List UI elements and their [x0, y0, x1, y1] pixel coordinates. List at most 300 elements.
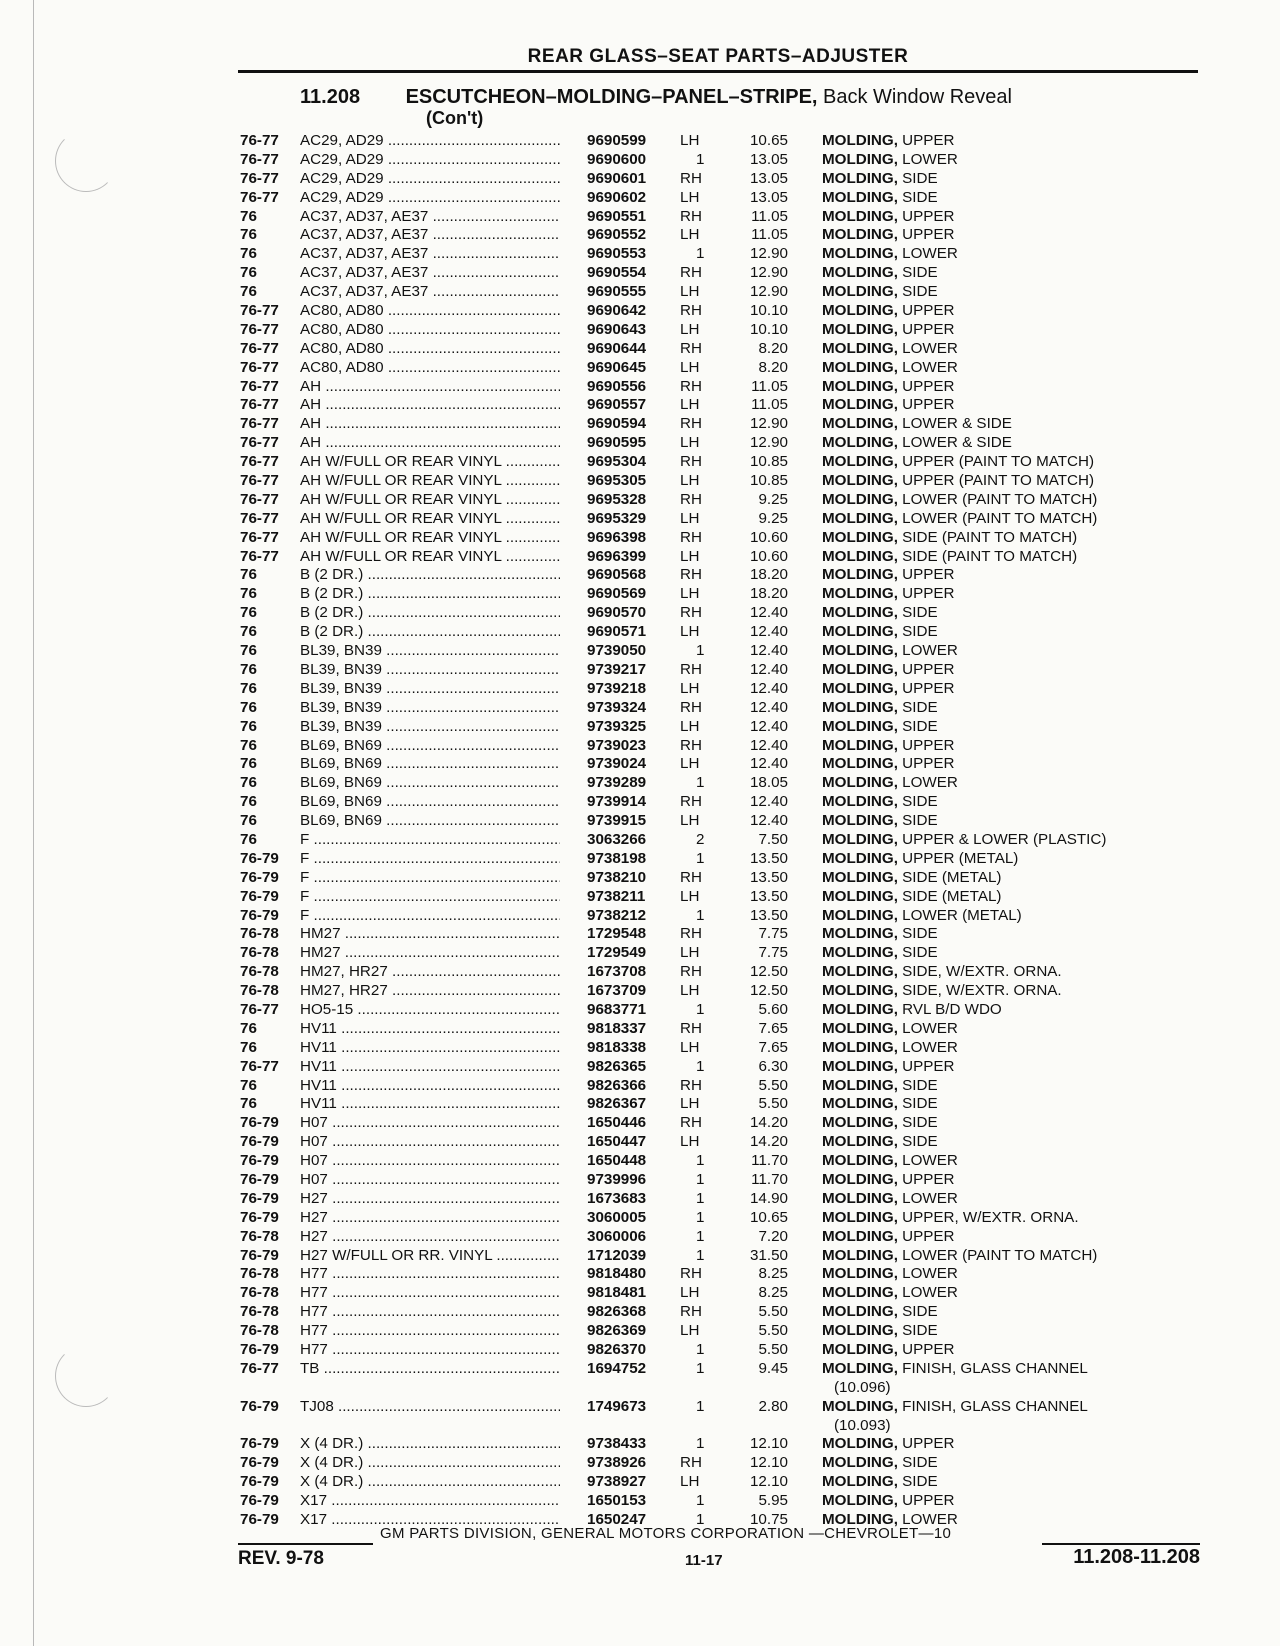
part-description	[822, 208, 1200, 227]
quantity-side: 1	[696, 1246, 705, 1264]
part-number: 9818480	[587, 1265, 647, 1283]
part-number: 9690600	[587, 150, 647, 168]
description-text: UPPER	[902, 1492, 955, 1510]
quantity-side: 1	[696, 642, 705, 660]
description-text: SIDE	[902, 812, 938, 830]
price: 13.50	[749, 849, 788, 867]
description-text: LOWER	[902, 245, 958, 263]
quantity-side: 1	[696, 1057, 705, 1075]
quantity-side: 1	[696, 1227, 705, 1245]
description-keyword: MOLDING,	[822, 906, 898, 924]
description-keyword: MOLDING,	[822, 509, 898, 527]
quantity-side: RH	[680, 377, 702, 395]
table-row	[240, 812, 1200, 831]
part-description	[822, 1209, 1200, 1228]
description-keyword: MOLDING,	[822, 944, 898, 962]
part-description	[822, 1398, 1200, 1436]
model-code: F .....	[300, 869, 560, 888]
header-rule	[238, 70, 1198, 73]
model-year: 76	[240, 736, 257, 754]
table-row	[240, 208, 1200, 227]
quantity-side: 1	[696, 1359, 705, 1377]
part-number: 9826368	[587, 1303, 647, 1321]
quantity-side: 1	[696, 1208, 705, 1226]
quantity-side: LH	[680, 982, 700, 1000]
section-range: 11.208-11.208	[1073, 1546, 1200, 1568]
description-text: UPPER (METAL)	[902, 849, 1019, 867]
description-keyword: MOLDING,	[822, 188, 898, 206]
model-year: 76-77	[240, 547, 279, 565]
quantity-side: 2	[696, 830, 705, 848]
model-year: 76-77	[240, 302, 279, 320]
model-year: 76-79	[240, 849, 279, 867]
model-year: 76	[240, 774, 257, 792]
description-text: SIDE (METAL)	[902, 887, 1002, 905]
model-year: 76	[240, 1095, 257, 1113]
model-code: F .....	[300, 888, 560, 907]
model-code: BL69, BN69 .....	[300, 812, 560, 831]
model-code: F .....	[300, 907, 560, 926]
price: 10.85	[749, 453, 788, 471]
table-row	[240, 283, 1200, 302]
model-code: AH W/FULL OR REAR VINYL .....	[300, 453, 560, 472]
table-row	[240, 1020, 1200, 1039]
price: 7.20	[758, 1227, 788, 1245]
model-code: HM27 .....	[300, 925, 560, 944]
model-year: 76-79	[240, 1492, 279, 1510]
section-subtitle: Back Window Reveal	[823, 86, 1012, 108]
part-number: 3063266	[587, 830, 647, 848]
description-keyword: MOLDING,	[822, 1133, 898, 1151]
model-code: H77 .....	[300, 1265, 560, 1284]
table-row	[240, 944, 1200, 963]
description-text: SIDE	[902, 169, 938, 187]
model-year: 76	[240, 793, 257, 811]
price: 12.90	[749, 245, 788, 263]
table-row	[240, 226, 1200, 245]
part-number: 9818481	[587, 1284, 647, 1302]
description-keyword: MOLDING,	[822, 736, 898, 754]
description-keyword: MOLDING,	[822, 679, 898, 697]
quantity-side: RH	[680, 528, 702, 546]
part-description	[822, 491, 1200, 510]
model-year: 76	[240, 1038, 257, 1056]
table-row	[240, 1095, 1200, 1114]
model-year: 76	[240, 812, 257, 830]
description-text: SIDE	[902, 1454, 938, 1472]
part-number: 9738210	[587, 868, 647, 886]
part-number: 9738927	[587, 1473, 647, 1491]
description-text: SIDE	[902, 188, 938, 206]
part-description	[822, 1492, 1200, 1511]
quantity-side: RH	[680, 264, 702, 282]
table-row	[240, 1322, 1200, 1341]
part-description	[822, 585, 1200, 604]
description-text: UPPER (PAINT TO MATCH)	[902, 453, 1095, 471]
quantity-side: LH	[680, 226, 700, 244]
description-text: SIDE	[902, 604, 938, 622]
model-year: 76-78	[240, 925, 279, 943]
part-description	[822, 944, 1200, 963]
price: 31.50	[749, 1246, 788, 1264]
model-year: 76-77	[240, 528, 279, 546]
description-text: LOWER	[902, 1284, 958, 1302]
model-code: H77 .....	[300, 1341, 560, 1360]
description-keyword: MOLDING,	[822, 887, 898, 905]
price: 12.40	[749, 642, 788, 660]
table-row	[240, 1001, 1200, 1020]
part-number: 9690555	[587, 283, 647, 301]
model-code: AC29, AD29 .....	[300, 189, 560, 208]
description-keyword: MOLDING,	[822, 1189, 898, 1207]
table-row	[240, 623, 1200, 642]
part-description	[822, 472, 1200, 491]
price: 10.85	[749, 472, 788, 490]
description-keyword: MOLDING,	[822, 623, 898, 641]
table-row	[240, 604, 1200, 623]
model-code: BL39, BN39 .....	[300, 680, 560, 699]
price: 5.50	[758, 1341, 788, 1358]
description-text: SIDE	[902, 1095, 938, 1113]
model-code: HM27 .....	[300, 944, 560, 963]
model-year: 76-77	[240, 509, 279, 527]
quantity-side: LH	[680, 434, 700, 452]
model-code: X (4 DR.) .....	[300, 1454, 560, 1473]
price: 11.05	[751, 377, 788, 395]
description-keyword: MOLDING,	[822, 963, 898, 981]
description-keyword: MOLDING,	[822, 1492, 898, 1510]
table-row	[240, 170, 1200, 189]
model-code: F .....	[300, 850, 560, 869]
punch-hole-mark	[55, 1345, 117, 1407]
description-text: SIDE (PAINT TO MATCH)	[902, 528, 1078, 546]
quantity-side: LH	[680, 1322, 700, 1340]
model-code: AH .....	[300, 415, 560, 434]
price: 8.20	[758, 339, 788, 357]
description-text: SIDE	[902, 717, 938, 735]
price: 18.20	[749, 566, 788, 584]
table-row	[240, 755, 1200, 774]
price: 13.50	[749, 906, 788, 924]
description-keyword: MOLDING,	[822, 1473, 898, 1491]
part-number: 9826369	[587, 1322, 647, 1340]
part-description	[822, 661, 1200, 680]
description-keyword: MOLDING,	[822, 1303, 898, 1321]
model-year: 76-79	[240, 887, 279, 905]
model-code: HM27, HR27 .....	[300, 963, 560, 982]
description-text: LOWER	[902, 1511, 958, 1529]
quantity-side: 1	[696, 1397, 705, 1415]
part-description	[822, 1341, 1200, 1360]
price: 7.75	[758, 925, 788, 943]
price: 12.40	[749, 660, 788, 678]
part-number: 9690551	[587, 207, 647, 225]
model-year: 76	[240, 207, 257, 225]
part-number: 9739996	[587, 1170, 647, 1188]
price: 10.60	[749, 547, 788, 565]
description-keyword: MOLDING,	[822, 490, 898, 508]
price: 12.40	[749, 812, 788, 830]
description-keyword: MOLDING,	[822, 1397, 898, 1415]
price: 12.40	[749, 736, 788, 754]
price: 11.05	[751, 396, 788, 414]
description-keyword: MOLDING,	[822, 1095, 898, 1113]
description-text: LOWER	[902, 1189, 958, 1207]
model-code: TJ08 .....	[300, 1398, 560, 1417]
quantity-side: 1	[696, 150, 705, 168]
description-keyword: MOLDING,	[822, 1511, 898, 1529]
part-number: 9818337	[587, 1019, 647, 1037]
part-description	[822, 1284, 1200, 1303]
price: 8.25	[758, 1284, 788, 1302]
description-keyword: MOLDING,	[822, 660, 898, 678]
part-description	[822, 396, 1200, 415]
price: 12.40	[749, 698, 788, 716]
part-number: 9695329	[587, 509, 647, 527]
price: 18.20	[749, 585, 788, 603]
part-number: 9818338	[587, 1038, 647, 1056]
price: 14.90	[749, 1189, 788, 1207]
description-keyword: MOLDING,	[822, 453, 898, 471]
table-row	[240, 396, 1200, 415]
table-row	[240, 774, 1200, 793]
description-keyword: MOLDING,	[822, 377, 898, 395]
table-row	[240, 359, 1200, 378]
model-year: 76	[240, 623, 257, 641]
table-row	[240, 1039, 1200, 1058]
part-description	[822, 1265, 1200, 1284]
model-code: AC80, AD80 .....	[300, 302, 560, 321]
part-number: 9690642	[587, 302, 647, 320]
model-code: HV11 .....	[300, 1095, 560, 1114]
part-number: 9739023	[587, 736, 647, 754]
model-code: H07 .....	[300, 1114, 560, 1133]
description-text: LOWER	[902, 774, 958, 792]
description-keyword: MOLDING,	[822, 1019, 898, 1037]
description-text: UPPER	[902, 396, 955, 414]
price: 12.90	[749, 415, 788, 433]
model-year: 76-77	[240, 377, 279, 395]
model-year: 76-78	[240, 1303, 279, 1321]
model-code: AC37, AD37, AE37 .....	[300, 283, 560, 302]
model-year: 76-77	[240, 150, 279, 168]
description-keyword: MOLDING,	[822, 812, 898, 830]
part-description	[822, 642, 1200, 661]
description-text: UPPER	[902, 566, 955, 584]
table-row	[240, 1133, 1200, 1152]
part-description	[822, 132, 1200, 151]
model-year: 76	[240, 264, 257, 282]
model-code: AC37, AD37, AE37 .....	[300, 208, 560, 227]
part-description	[822, 1303, 1200, 1322]
part-description	[822, 1190, 1200, 1209]
part-number: 9690557	[587, 396, 647, 414]
quantity-side: RH	[680, 1114, 702, 1132]
table-row	[240, 1435, 1200, 1454]
model-year: 76	[240, 585, 257, 603]
description-keyword: MOLDING,	[822, 472, 898, 490]
part-description	[822, 812, 1200, 831]
part-number: 9738926	[587, 1454, 647, 1472]
model-year: 76	[240, 226, 257, 244]
price: 12.40	[749, 755, 788, 773]
model-year: 76	[240, 1019, 257, 1037]
part-number: 9738212	[587, 906, 647, 924]
part-description	[822, 623, 1200, 642]
model-code: AC80, AD80 .....	[300, 340, 560, 359]
quantity-side: LH	[680, 1473, 700, 1491]
description-text: SIDE, W/EXTR. ORNA.	[902, 963, 1062, 981]
part-number: 1650247	[587, 1511, 647, 1529]
part-number: 9739915	[587, 812, 647, 830]
part-description	[822, 1322, 1200, 1341]
part-number: 9690601	[587, 169, 647, 187]
table-row	[240, 1341, 1200, 1360]
model-year: 76-79	[240, 1133, 279, 1151]
quantity-side: LH	[680, 396, 700, 414]
part-number: 9739914	[587, 793, 647, 811]
description-text: SIDE	[902, 1473, 938, 1491]
part-number: 9696399	[587, 547, 647, 565]
quantity-side: RH	[680, 302, 702, 320]
description-keyword: MOLDING,	[822, 339, 898, 357]
model-year: 76-79	[240, 1189, 279, 1207]
model-year: 76	[240, 1076, 257, 1094]
part-description	[822, 1001, 1200, 1020]
model-year: 76-77	[240, 396, 279, 414]
quantity-side: LH	[680, 679, 700, 697]
model-code: B (2 DR.) .....	[300, 566, 560, 585]
description-keyword: MOLDING,	[822, 1265, 898, 1283]
description-keyword: MOLDING,	[822, 642, 898, 660]
part-description	[822, 340, 1200, 359]
price: 11.05	[751, 226, 788, 244]
part-description	[822, 869, 1200, 888]
section-title: ESCUTCHEON–MOLDING–PANEL–STRIPE,	[405, 86, 818, 108]
description-keyword: MOLDING,	[822, 1000, 898, 1018]
quantity-side: LH	[680, 812, 700, 830]
price: 2.80	[758, 1397, 788, 1415]
quantity-side: RH	[680, 566, 702, 584]
model-year: 76	[240, 245, 257, 263]
table-row	[240, 510, 1200, 529]
price: 18.05	[749, 774, 788, 792]
table-row	[240, 963, 1200, 982]
part-number: 9683771	[587, 1000, 647, 1018]
part-description	[822, 699, 1200, 718]
price: 10.10	[749, 302, 788, 320]
quantity-side: 1	[696, 1170, 705, 1188]
part-description	[822, 151, 1200, 170]
quantity-side: 1	[696, 774, 705, 792]
model-code: AC29, AD29 .....	[300, 132, 560, 151]
part-description	[822, 1171, 1200, 1190]
description-text: SIDE (METAL)	[902, 868, 1002, 886]
quantity-side: RH	[680, 793, 702, 811]
description-text: LOWER	[902, 1265, 958, 1283]
part-description	[822, 793, 1200, 812]
model-code: H27 W/FULL OR RR. VINYL .....	[300, 1247, 560, 1266]
part-description	[822, 925, 1200, 944]
model-year: 76-77	[240, 358, 279, 376]
quantity-side: RH	[680, 698, 702, 716]
price: 13.05	[749, 188, 788, 206]
model-year: 76-78	[240, 944, 279, 962]
quantity-side: RH	[680, 604, 702, 622]
part-description	[822, 1039, 1200, 1058]
description-text: UPPER	[902, 679, 955, 697]
table-row	[240, 1492, 1200, 1511]
footer-publisher: GM PARTS DIVISION, GENERAL MOTORS CORPORATION —CHEVROLET—10	[380, 1525, 952, 1542]
table-row	[240, 1284, 1200, 1303]
price: 13.50	[749, 868, 788, 886]
description-text: UPPER	[902, 377, 955, 395]
table-row	[240, 340, 1200, 359]
description-keyword: MOLDING,	[822, 415, 898, 433]
quantity-side: RH	[680, 1076, 702, 1094]
part-number: 9690569	[587, 585, 647, 603]
description-text: LOWER (PAINT TO MATCH)	[902, 1246, 1098, 1264]
table-row	[240, 737, 1200, 756]
price: 8.25	[758, 1265, 788, 1283]
description-text: LOWER	[902, 642, 958, 660]
description-keyword: MOLDING,	[822, 1435, 898, 1453]
price: 13.50	[749, 887, 788, 905]
table-row	[240, 699, 1200, 718]
description-keyword: MOLDING,	[822, 264, 898, 282]
model-code: AC37, AD37, AE37 .....	[300, 245, 560, 264]
description-text: LOWER	[902, 1019, 958, 1037]
description-text: SIDE	[902, 793, 938, 811]
table-row	[240, 1058, 1200, 1077]
table-row	[240, 661, 1200, 680]
model-code: TB .....	[300, 1360, 560, 1379]
description-text: UPPER	[902, 736, 955, 754]
price: 12.90	[749, 283, 788, 301]
table-row	[240, 1303, 1200, 1322]
table-row	[240, 793, 1200, 812]
part-number: 9739024	[587, 755, 647, 773]
description-keyword: MOLDING,	[822, 1454, 898, 1472]
table-row	[240, 888, 1200, 907]
part-number: 9739217	[587, 660, 647, 678]
model-year: 76-78	[240, 963, 279, 981]
table-row	[240, 132, 1200, 151]
page-number: 11-17	[685, 1552, 723, 1569]
description-text: LOWER	[902, 150, 958, 168]
part-description	[822, 453, 1200, 472]
quantity-side: 1	[696, 849, 705, 867]
model-year: 76-77	[240, 434, 279, 452]
part-description	[822, 264, 1200, 283]
part-description	[822, 1133, 1200, 1152]
price: 11.05	[751, 207, 788, 225]
part-description	[822, 566, 1200, 585]
model-code: AC29, AD29 .....	[300, 151, 560, 170]
description-keyword: MOLDING,	[822, 604, 898, 622]
quantity-side: RH	[680, 925, 702, 943]
model-year: 76-79	[240, 1152, 279, 1170]
description-text: LOWER & SIDE	[902, 434, 1012, 452]
part-description	[822, 604, 1200, 623]
table-row	[240, 850, 1200, 869]
price: 7.75	[758, 944, 788, 962]
part-description	[822, 245, 1200, 264]
part-description	[822, 1435, 1200, 1454]
price: 6.30	[758, 1057, 788, 1075]
part-description	[822, 850, 1200, 869]
model-year: 76-79	[240, 1114, 279, 1132]
